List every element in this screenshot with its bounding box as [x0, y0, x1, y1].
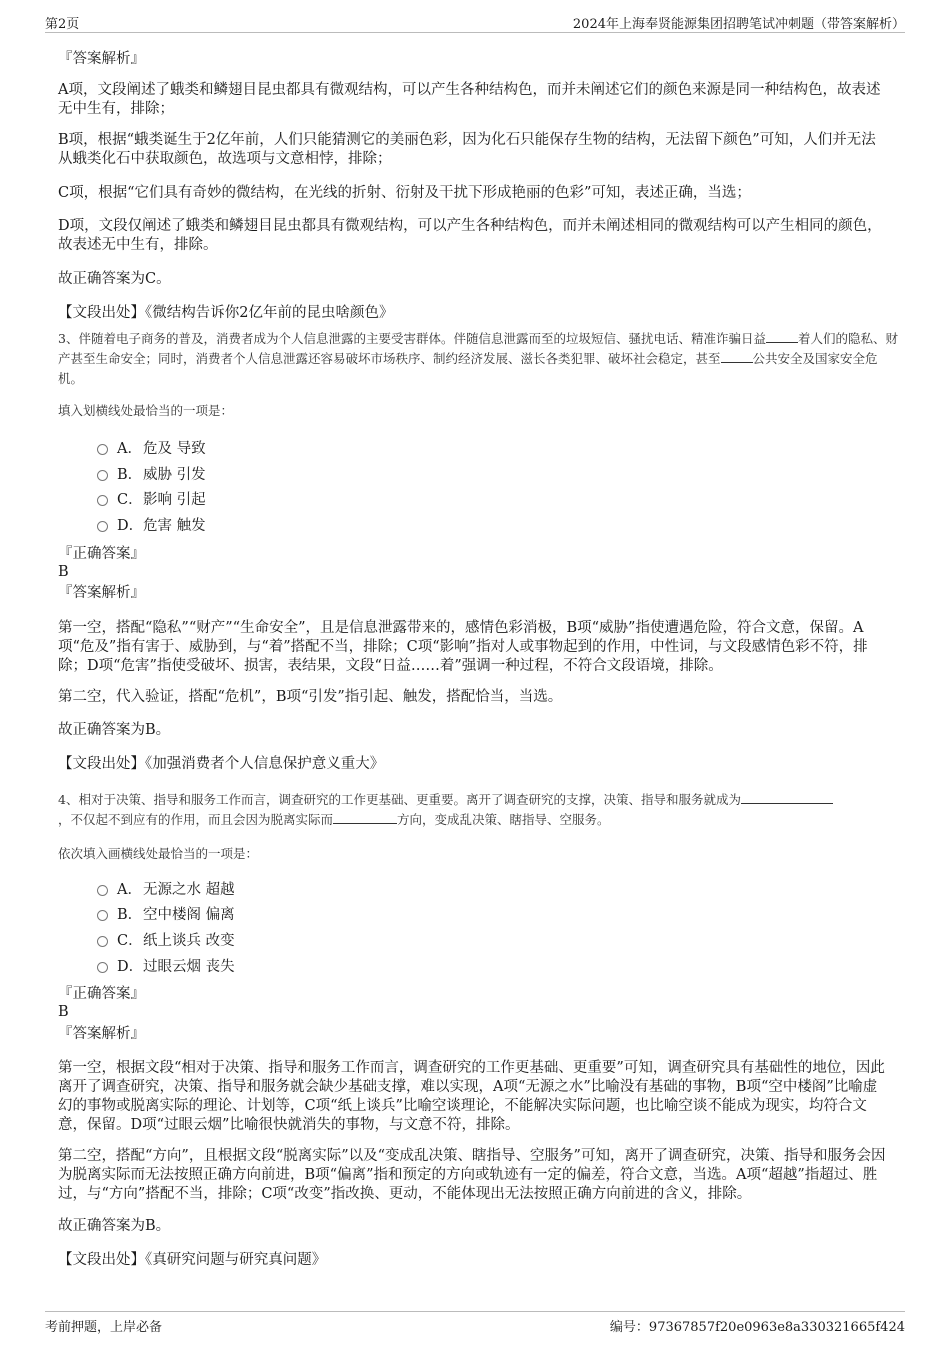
radio-icon[interactable] [97, 521, 108, 532]
page-footer [45, 1311, 905, 1334]
blank-1 [741, 791, 833, 804]
q3-option-b[interactable]: B．威胁 引发 [97, 465, 206, 485]
q4-option-c[interactable]: C．纸上谈兵 改变 [97, 931, 235, 951]
radio-icon[interactable] [97, 910, 108, 921]
q3-analysis-1: 第一空，搭配“隐私”“财产”“生命安全”，且是信息泄露带来的，感情色彩消极，B项“威胁”指使遭遇危险，符合文意，保留。A项“危及”指有害于、威胁到，与“着”搭配不当，排除；C项“影响”指对人或事物起到的作用，中性词，与文段感情色彩不符，排除；D项“危害”指使受破坏、损害，表结果，文段“日益……着”强调一种过程，不符合文段语境，排除。 [58, 620, 868, 674]
q2-analysis-a: A项，文段阐述了蛾类和鳞翅目昆虫都具有微观结构，可以产生各种结构色，而并未阐述它们的颜色来源是同一种结构色，故表述无中生有，排除； [58, 82, 881, 117]
q2-analysis-title: 『答案解析』 [58, 51, 145, 67]
q4-analysis-title: 『答案解析』 [58, 1026, 145, 1042]
q3-option-c[interactable]: C．影响 引起 [97, 490, 206, 510]
q2-analysis-b: B项，根据“蛾类诞生于2亿年前，人们只能猜测它的美丽色彩，因为化石只能保存生物的结构，无法留下颜色”可知，人们并无法从蛾类化石中获取颜色，故选项与文意相悖，排除； [58, 132, 876, 167]
document-id: 编号：97367857f20e0963e8a330321665f424 [609, 1320, 905, 1335]
q3-stem: 3、伴随着电子商务的普及，消费者成为个人信息泄露的主要受害群体。伴随信息泄露而至的垃圾短信、骚扰电话、精准诈骗日益 着人们的隐私、财产甚至生命安全；同时，消费者个人信息泄露还容易破坏市场秩序、制约经济发展、滋长各类犯罪、破坏社会稳定，甚至 公共安全及国家安全危机。 [58, 331, 898, 386]
q3-option-d[interactable]: D．危害 触发 [97, 516, 206, 536]
radio-icon[interactable] [97, 495, 108, 506]
q3-option-a[interactable]: A．危及 导致 [97, 439, 206, 459]
radio-icon[interactable] [97, 470, 108, 481]
radio-icon[interactable] [97, 936, 108, 947]
q3-analysis-title: 『答案解析』 [58, 585, 145, 601]
q4-conclusion: 故正确答案为B。 [58, 1218, 171, 1234]
q2-source: 【文段出处】《微结构告诉你2亿年前的昆虫啥颜色》 [58, 305, 394, 321]
document-title: 2024年上海奉贤能源集团招聘笔试冲刺题（带答案解析） [572, 17, 905, 32]
q3-analysis-2: 第二空，代入验证，搭配“危机”，B项“引发”指引起、触发，搭配恰当，当选。 [58, 689, 563, 705]
q4-stem: 4、相对于决策、指导和服务工作而言，调查研究的工作更基础、更重要。离开了调查研究的支撑，决策、指导和服务就成为 ，不仅起不到应有的作用，而且会因为脱离实际而 方向，变成乱决策、瞎指导、空服务。 [58, 790, 898, 830]
q4-answer-title: 『正确答案』 [58, 986, 145, 1002]
q3-answer-title: 『正确答案』 [58, 546, 145, 562]
q4-option-a[interactable]: A．无源之水 超越 [97, 880, 235, 900]
radio-icon[interactable] [97, 962, 108, 973]
q3-answer: B [58, 564, 69, 580]
q4-analysis-2: 第二空，搭配“方向”，且根据文段“脱离实际”以及“变成乱决策、瞎指导、空服务”可知，离开了调查研究，决策、指导和服务会因为脱离实际而无法按照正确方向前进，B项“偏离”指和预定的方向或轨迹有一定的偏差，符合文意，当选。A项“超越”指超过、胜过，与“方向”搭配不当，排除；C项“改变”指改换、更动，不能体现出无法按照正确方向前进的含义，排除。 [58, 1148, 886, 1202]
q3-conclusion: 故正确答案为B。 [58, 722, 171, 738]
q2-analysis-d: D项，文段仅阐述了蛾类和鳞翅目昆虫都具有微观结构，可以产生各种结构色，而并未阐述相同的微观结构可以产生相同的颜色，故表述无中生有，排除。 [58, 218, 882, 253]
page-header [45, 12, 905, 33]
q3-prompt: 填入划横线处最恰当的一项是： [58, 403, 234, 418]
radio-icon[interactable] [97, 885, 108, 896]
q4-option-b[interactable]: B．空中楼阁 偏离 [97, 905, 235, 925]
q4-source: 【文段出处】《真研究问题与研究真问题》 [58, 1252, 327, 1268]
footer-slogan: 考前押题，上岸必备 [45, 1320, 163, 1335]
q2-analysis-c: C项，根据“它们具有奇妙的微结构，在光线的折射、衍射及干扰下形成艳丽的色彩”可知，表述正确，当选； [58, 185, 751, 201]
blank-2 [333, 811, 397, 824]
blank-1 [766, 330, 798, 343]
q2-conclusion: 故正确答案为C。 [58, 271, 171, 287]
q4-prompt: 依次填入画横线处最恰当的一项是： [58, 846, 259, 861]
radio-icon[interactable] [97, 444, 108, 455]
page-number: 第2页 [45, 17, 80, 32]
q3-source: 【文段出处】《加强消费者个人信息保护意义重大》 [58, 756, 385, 772]
q4-analysis-1: 第一空，根据文段“相对于决策、指导和服务工作而言，调查研究的工作更基础、更重要”可知，调查研究具有基础性的地位，因此离开了调查研究，决策、指导和服务就会缺少基础支撑，难以实现，A项“无源之水”比喻没有基础的事物，B项“空中楼阁”比喻虚幻的事物或脱离实际的理论、计划等，C项“纸上谈兵”比喻空谈理论，不能解决实际问题，也比喻空谈不能成为现实，均符合文意，保留。D项“过眼云烟”比喻很快就消失的事物，与文意不符，排除。 [58, 1060, 885, 1133]
q4-answer: B [58, 1004, 69, 1020]
blank-2 [721, 350, 753, 363]
q4-option-d[interactable]: D．过眼云烟 丧失 [97, 957, 235, 977]
